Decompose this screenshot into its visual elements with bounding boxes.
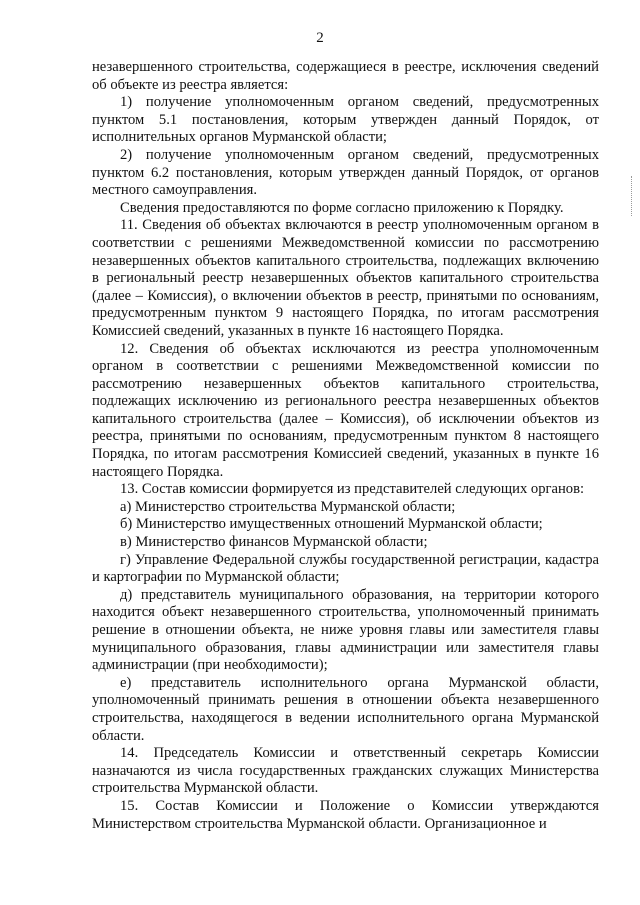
list-item-d: д) представитель муниципального образования, на территории которого находится объект незавершенного строительства, уполномоченный принимать решение в отношении объекта, не ниже уровня главы или заместителя главы муниципального образования, главы администрации или заместителя главы администрации (при необходимости);: [92, 586, 599, 674]
paragraph-item-1: 1) получение уполномоченным органом сведений, предусмотренных пунктом 5.1 постановления, которым утвержден данный Порядок, от исполнительных органов Мурманской области;: [92, 94, 599, 146]
paragraph-11: 11. Сведения об объектах включаются в реестр уполномоченным органом в соответствии с решениями Межведомственной комиссии по рассмотрению незавершенных объектов капитального строительства, подлежащих включению в региональный реестр незавершенных объектов капитального строительства (далее – Комиссия), о включении объектов в реестр, принятыми по основаниям, предусмотренным пунктом 9 настоящего Порядка, по итогам рассмотрения Комиссией сведений, указанных в пункте 16 настоящего Порядка.: [92, 217, 599, 339]
list-item-b: б) Министерство имущественных отношений Мурманской области;: [120, 516, 543, 533]
paragraph-form-note: Сведения предоставляются по форме согласно приложению к Порядку.: [120, 199, 564, 216]
paragraph-15: 15. Состав Комиссии и Положение о Комиссии утверждаются Министерством строительства Мурманской области. Организационное и: [92, 797, 599, 832]
paragraph-item-2: 2) получение уполномоченным органом сведений, предусмотренных пунктом 6.2 постановления, которым утвержден данный Порядок, от органов местного самоуправления.: [92, 146, 599, 199]
scan-edge-mark: [629, 176, 632, 216]
paragraph-continuation: незавершенного строительства, содержащиеся в реестре, исключения сведений об объекте из реестра является:: [92, 59, 599, 93]
list-item-v: в) Министерство финансов Мурманской области;: [120, 534, 428, 551]
paragraph-12: 12. Сведения об объектах исключаются из реестра уполномоченным органом в соответствии с решениями Межведомственной комиссии по рассмотрению незавершенных объектов капитального строительства, подлежащих исключению из регионального реестра незавершенных объектов капитального строительства (далее – Комиссия), об исключении объектов из реестра, принятыми по основаниям, предусмотренным пунктом 8 настоящего Порядка, по итогам рассмотрения Комиссией сведений, указанных в пункте 16 настоящего Порядка.: [92, 340, 599, 480]
paragraph-13: 13. Состав комиссии формируется из представителей следующих органов:: [120, 481, 585, 498]
list-item-g: г) Управление Федеральной службы государственной регистрации, кадастра и картографии по Мурманской области;: [92, 551, 599, 586]
page-number: 2: [316, 30, 324, 46]
paragraph-14: 14. Председатель Комиссии и ответственный секретарь Комиссии назначаются из числа государственных гражданских служащих Министерства строительства Мурманской области.: [92, 745, 599, 797]
document-body: [92, 59, 599, 833]
list-item-e: е) представитель исполнительного органа Мурманской области, уполномоченный принимать решения в отношении объекта незавершенного строительства, находящегося в ведении исполнительного органа Мурманской области.: [92, 674, 599, 744]
list-item-a: а) Министерство строительства Мурманской области;: [120, 498, 456, 515]
